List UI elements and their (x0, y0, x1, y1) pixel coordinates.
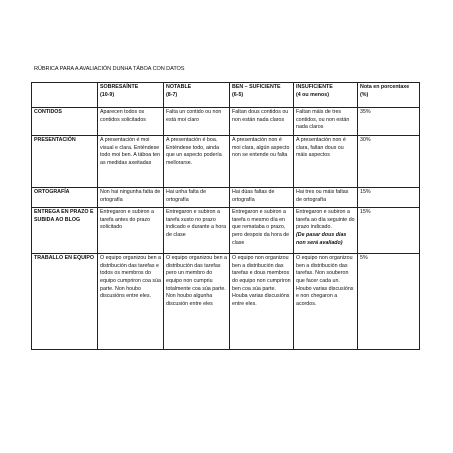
header-cell-ben-suficiente (230, 83, 294, 108)
cell-sobresainte: Non hai ningunha falta de ortografía (98, 188, 164, 208)
header-cell-notable (164, 83, 230, 108)
row-criterion: CONTIDOS (32, 108, 98, 136)
cell-insuficiente: A presentación non é clara, faltan dous ou máis aspectos (294, 136, 358, 188)
cell-sobresainte: Entregaron e subiron a tarefa antes do prazo solicitado (98, 208, 164, 254)
cell-insuficiente-text: Entregaron e subiron a tarefa ao día seguinte do prazo indicado. (296, 209, 355, 231)
cell-sobresainte: O equipo organizou ben a distribución das tarefas e todos os membros do equipo cumpriron coa súa parte. Non houbo discusións entre eles. (98, 254, 164, 350)
cell-percent: 15% (358, 208, 420, 254)
table-row (32, 188, 420, 208)
header-range: (6-5) (232, 91, 244, 98)
row-criterion: ORTOGRAFÍA (32, 188, 98, 208)
row-criterion: PRESENTACIÓN (32, 136, 98, 188)
cell-percent: 5% (358, 254, 420, 350)
header-name: NOTABLE (166, 84, 192, 90)
document-title: RÚBRICA PARA A AVALIACIÓN DUNHA TÁBOA CON DATOS (34, 66, 185, 72)
table-row (32, 108, 420, 136)
cell-insuficiente (294, 208, 358, 254)
row-criterion: ENTREGA EN PRAZO E SUBIDA AO BLOG (32, 208, 98, 254)
cell-ben: O equipo non organizou ben a distribución das tarefas e dous membros do equipo non cumpriron ben coa súa parte. Houba varias discusións entre eles. (230, 254, 294, 350)
cell-ben: Hai dúas faltas de ortografía (230, 188, 294, 208)
header-range: (4 ou menos) (296, 91, 329, 98)
header-name: INSUFICIENTE (296, 84, 333, 90)
cell-notable: Hai unha falta de ortografía (164, 188, 230, 208)
cell-ben: Faltan dous contidos ou non están nada claros (230, 108, 294, 136)
cell-ben: Entregaron e subiron a tarefa o mesmo día en que remataba o prazo, pero despois da hora de clase (230, 208, 294, 254)
cell-notable: O equipo organizou ben a distribución das tarefas pero un membro do equipo non cumpriu totalmente coa súa parte. Non houbo algunha discusión entre eles (164, 254, 230, 350)
header-range: (8-7) (166, 91, 178, 98)
cell-insuficiente: O equipo non organizou ben a distribución das tarefas. Non souberon que facer cada un. Houbo varias discusións e non chegaron a acordos. (294, 254, 358, 350)
cell-insuficiente: Hai tres ou máis faltas de ortografía (294, 188, 358, 208)
header-name: BEN – SUFICIENTE (232, 84, 281, 90)
header-name: SOBRESAÍNTE (100, 84, 139, 90)
rubric-table (31, 82, 420, 350)
cell-insuficiente-note: (De pasar dous días non será avaliado) (296, 232, 347, 246)
cell-percent: 30% (358, 136, 420, 188)
row-criterion: TRABALLO EN EQUIPO (32, 254, 98, 350)
table-row (32, 254, 420, 350)
table-row (32, 136, 420, 188)
cell-sobresainte: A presentación é moi visual e clara. Enténdese todo moi ben. A táboa ten as medidas axeitadas (98, 136, 164, 188)
cell-percent: 35% (358, 108, 420, 136)
table-row (32, 208, 420, 254)
cell-notable: A presentación é boa. Enténdese todo, ainda que un aspecto podería mellorarse. (164, 136, 230, 188)
header-cell-percent (358, 83, 420, 108)
header-name: Nota en porcentaxe (360, 84, 410, 90)
header-cell-sobresainte (98, 83, 164, 108)
cell-insuficiente: Faltan máis de tres contidos, ou non están nada claros (294, 108, 358, 136)
header-row (32, 83, 420, 108)
cell-ben: A presentación non é moi clara, algún aspecto non se entende ou falta (230, 136, 294, 188)
header-range: (%) (360, 91, 369, 98)
cell-notable: Entregaron e subiron a tarefa xusto no prazo indicado e durante a hora de clase (164, 208, 230, 254)
header-cell-empty (32, 83, 98, 108)
cell-percent: 15% (358, 188, 420, 208)
cell-notable: Falta un contido ou non está moi claro (164, 108, 230, 136)
header-range: (10-9) (100, 91, 115, 98)
cell-sobresainte: Aparecen todos os contidos solicitados (98, 108, 164, 136)
header-cell-insuficiente (294, 83, 358, 108)
